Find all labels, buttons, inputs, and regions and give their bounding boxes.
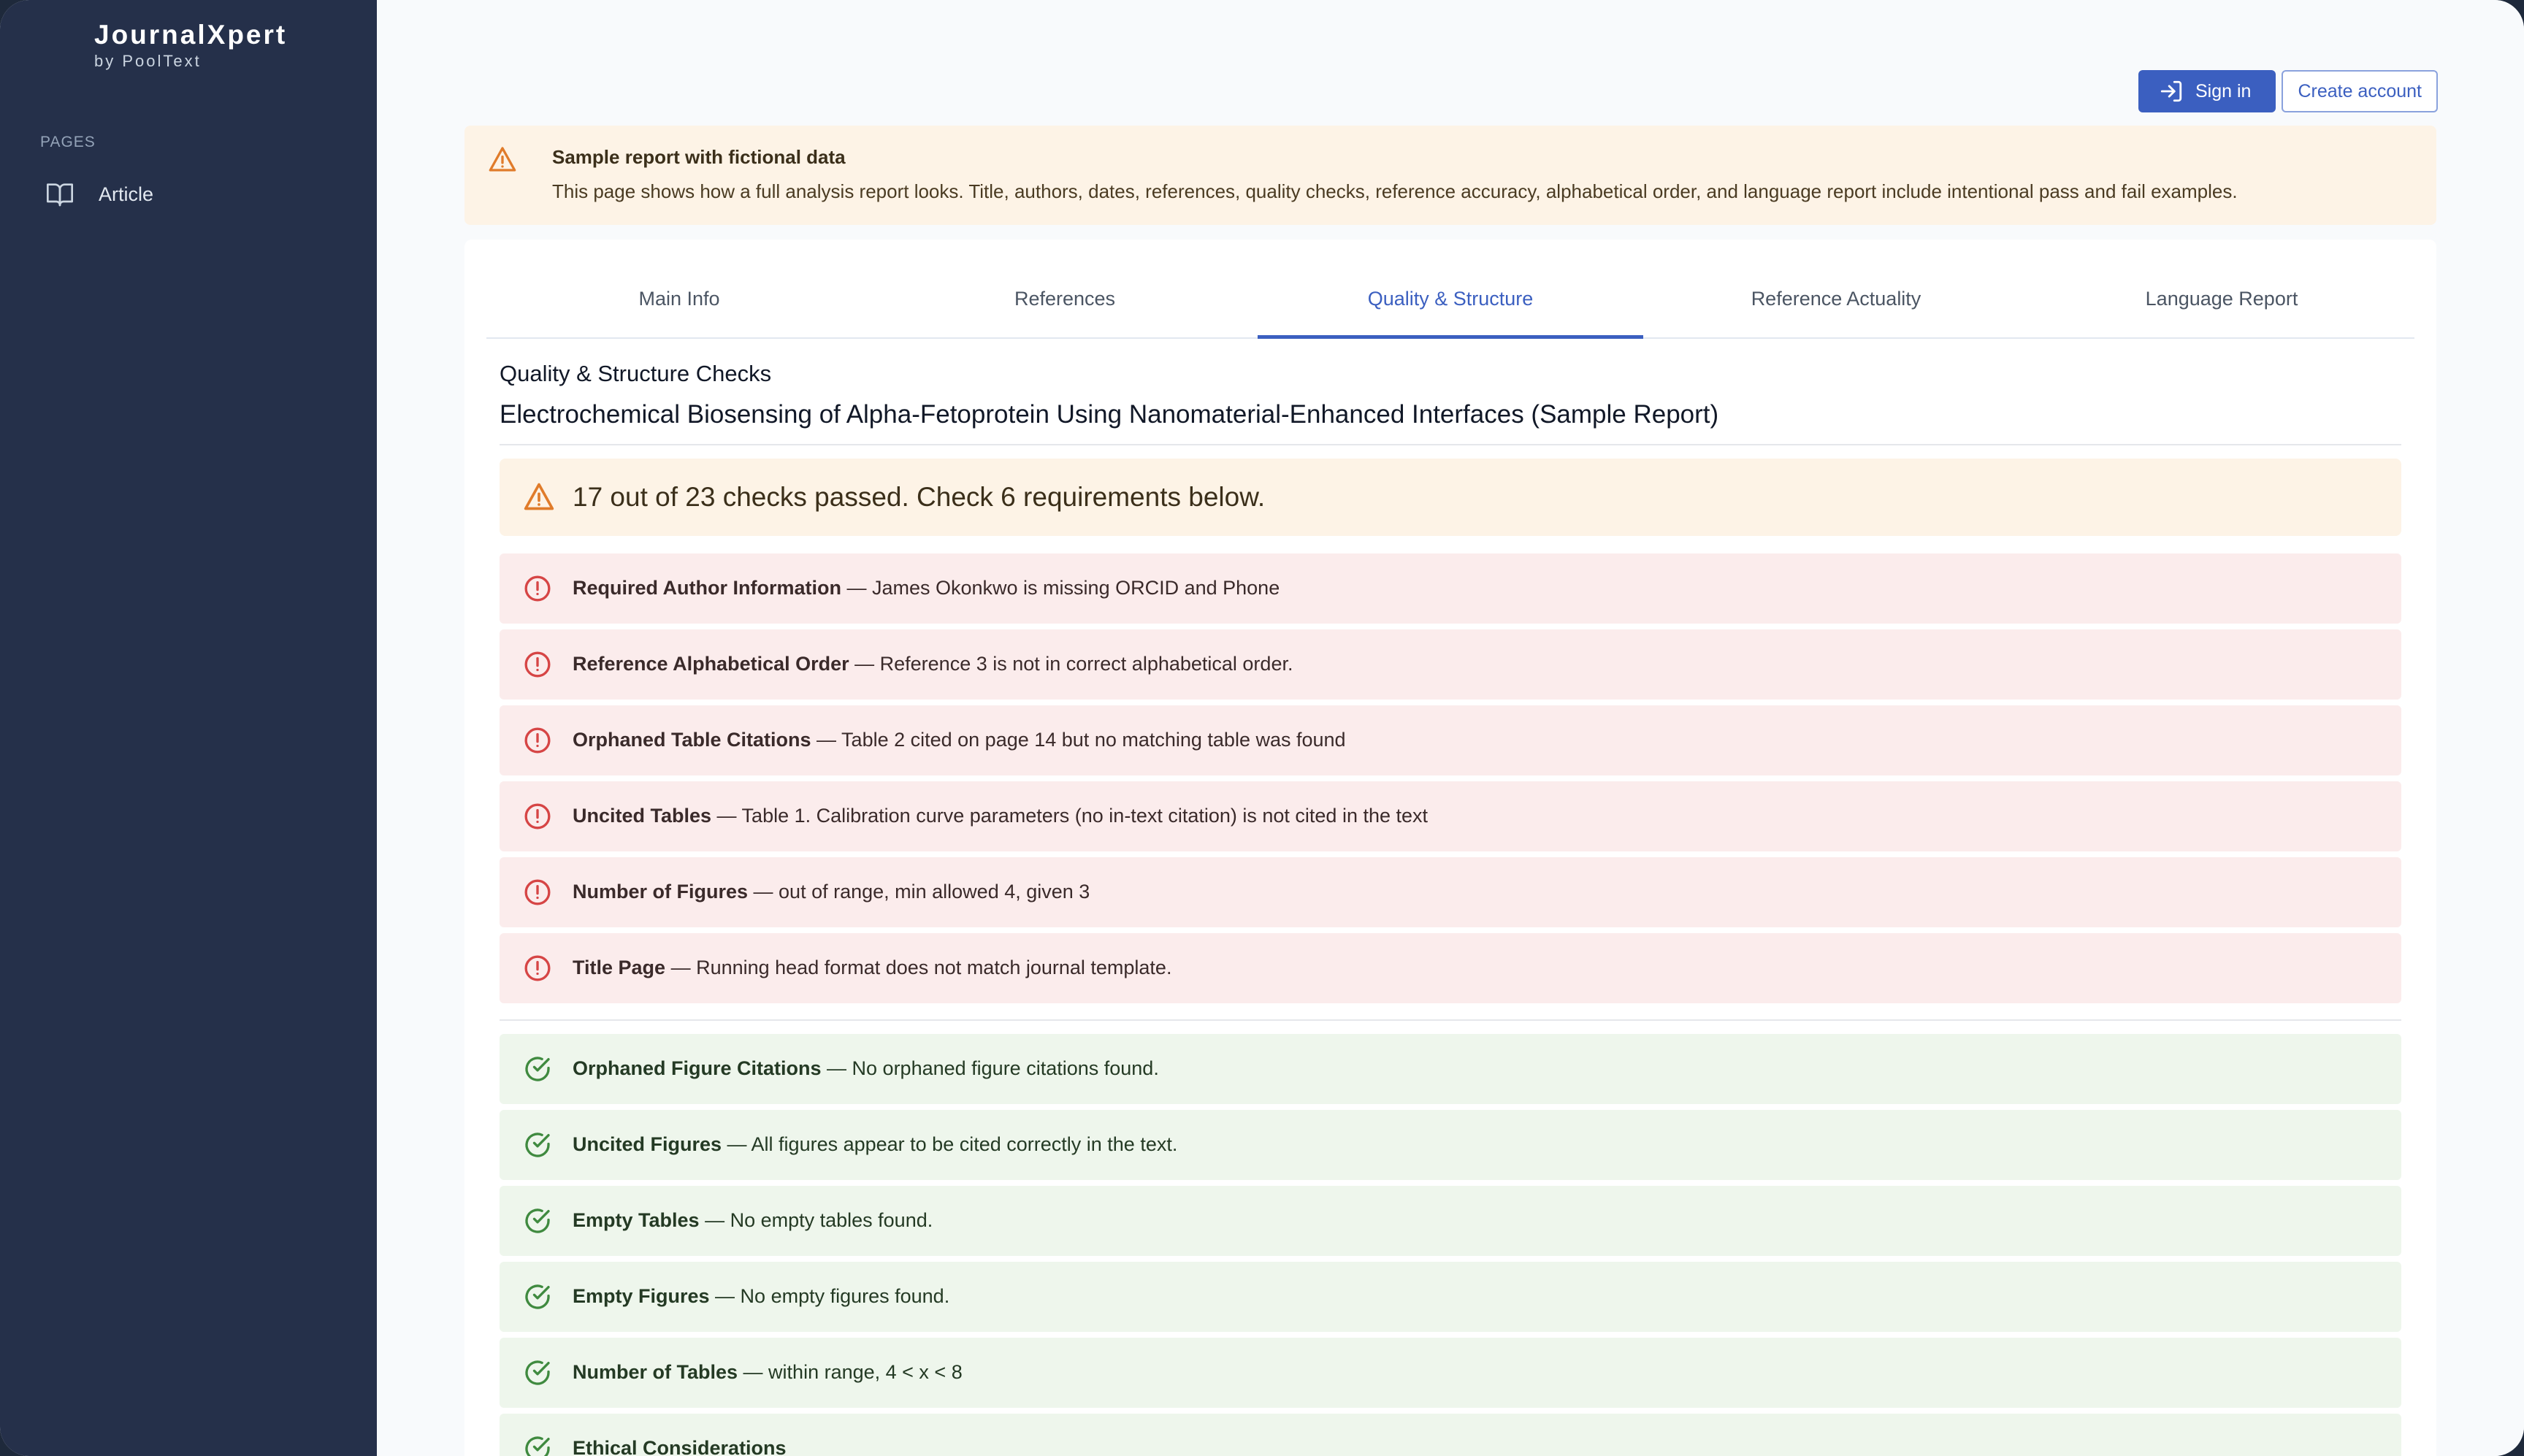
check-detail: — Running head format does not match journal template. [665, 957, 1172, 978]
sample-report-banner [464, 126, 2436, 225]
check-circle-icon [523, 1054, 552, 1084]
check-name: Uncited Figures [573, 1133, 722, 1155]
sign-in-label: Sign in [2195, 80, 2252, 101]
passed-check-item [500, 1110, 2401, 1180]
tab-references[interactable]: References [1014, 288, 1116, 310]
check-name: Uncited Tables [573, 805, 712, 827]
alert-circle-icon [523, 574, 552, 603]
check-circle-icon [523, 1130, 552, 1160]
sign-in-button[interactable] [2138, 70, 2276, 112]
warning-icon [523, 480, 555, 513]
passed-check-item [500, 1034, 2401, 1104]
check-name: Reference Alphabetical Order [573, 653, 849, 675]
check-detail: — All figures appear to be cited correctly in the text. [722, 1133, 1178, 1155]
tab-reference-actuality[interactable]: Reference Actuality [1751, 288, 1921, 310]
check-name: Orphaned Figure Citations [573, 1057, 822, 1079]
check-detail: — within range, 4 < x < 8 [738, 1361, 963, 1383]
alert-circle-icon [523, 878, 552, 907]
tab-main-info[interactable]: Main Info [638, 288, 720, 310]
check-detail: — Table 2 cited on page 14 but no matching table was found [811, 729, 1346, 751]
passed-check-item [500, 1186, 2401, 1256]
divider [500, 1019, 2401, 1021]
check-detail: — No empty figures found. [709, 1285, 950, 1307]
book-open-icon [45, 180, 74, 209]
failed-check-item [500, 705, 2401, 775]
check-circle-icon [523, 1282, 552, 1311]
failed-check-item [500, 857, 2401, 927]
alert-circle-icon [523, 726, 552, 755]
failed-check-item [500, 781, 2401, 851]
check-name: Number of Tables [573, 1361, 738, 1383]
passed-check-item [500, 1262, 2401, 1332]
check-circle-icon [523, 1206, 552, 1235]
brand-name: JournalXpert [94, 20, 288, 50]
check-detail: — Reference 3 is not in correct alphabetical order. [849, 653, 1293, 675]
passed-check-item [500, 1414, 2401, 1456]
check-name: Number of Figures [573, 881, 749, 903]
sidebar [0, 0, 377, 1456]
main-content [377, 0, 2524, 1456]
failed-check-item [500, 553, 2401, 624]
brand-subtitle: by PoolText [94, 52, 202, 70]
sidebar-item-article[interactable] [29, 172, 348, 216]
check-name: Orphaned Table Citations [573, 729, 811, 751]
failed-check-item [500, 933, 2401, 1003]
check-name: Ethical Considerations [573, 1437, 787, 1456]
banner-text: This page shows how a full analysis report looks. Title, authors, dates, references, quality checks, reference accuracy, alphabetical order, and language report include intentional pass and fail examples. [552, 180, 2238, 202]
check-detail: — No empty tables found. [699, 1209, 933, 1231]
check-circle-icon [523, 1434, 552, 1456]
check-detail: — No orphaned figure citations found. [821, 1057, 1159, 1079]
tab-quality-structure[interactable]: Quality & Structure [1258, 269, 1643, 337]
alert-circle-icon [523, 954, 552, 983]
check-name: Title Page [573, 957, 666, 978]
report-card [464, 240, 2436, 1456]
alert-circle-icon [523, 650, 552, 679]
check-circle-icon [523, 1358, 552, 1387]
check-name: Empty Figures [573, 1285, 710, 1307]
divider [500, 444, 2401, 445]
summary-text: 17 out of 23 checks passed. Check 6 requirements below. [573, 482, 1266, 512]
checks-summary [500, 459, 2401, 536]
passed-check-item [500, 1338, 2401, 1408]
report-tabs [486, 269, 2414, 339]
pages-section-label: PAGES [40, 134, 96, 150]
alert-circle-icon [523, 802, 552, 831]
sign-in-icon [2159, 79, 2184, 104]
failed-check-item [500, 629, 2401, 700]
check-detail: — out of range, min allowed 4, given 3 [748, 881, 1090, 903]
header-actions [2138, 70, 2438, 112]
create-account-button[interactable]: Create account [2282, 70, 2438, 112]
banner-title: Sample report with fictional data [552, 146, 846, 168]
check-detail: — Table 1. Calibration curve parameters (no in-text citation) is not cited in the text [711, 805, 1429, 827]
warning-icon [488, 145, 517, 174]
tab-language-report[interactable]: Language Report [2145, 288, 2298, 310]
check-name: Required Author Information [573, 577, 841, 599]
sidebar-item-label: Article [99, 183, 154, 205]
brand-logo[interactable] [94, 19, 287, 72]
check-name: Empty Tables [573, 1209, 700, 1231]
check-detail: — James Okonkwo is missing ORCID and Phone [841, 577, 1280, 599]
article-title: Electrochemical Biosensing of Alpha-Fetoprotein Using Nanomaterial-Enhanced Interfaces (Sample Report) [500, 400, 1719, 429]
section-title: Quality & Structure Checks [500, 361, 772, 386]
